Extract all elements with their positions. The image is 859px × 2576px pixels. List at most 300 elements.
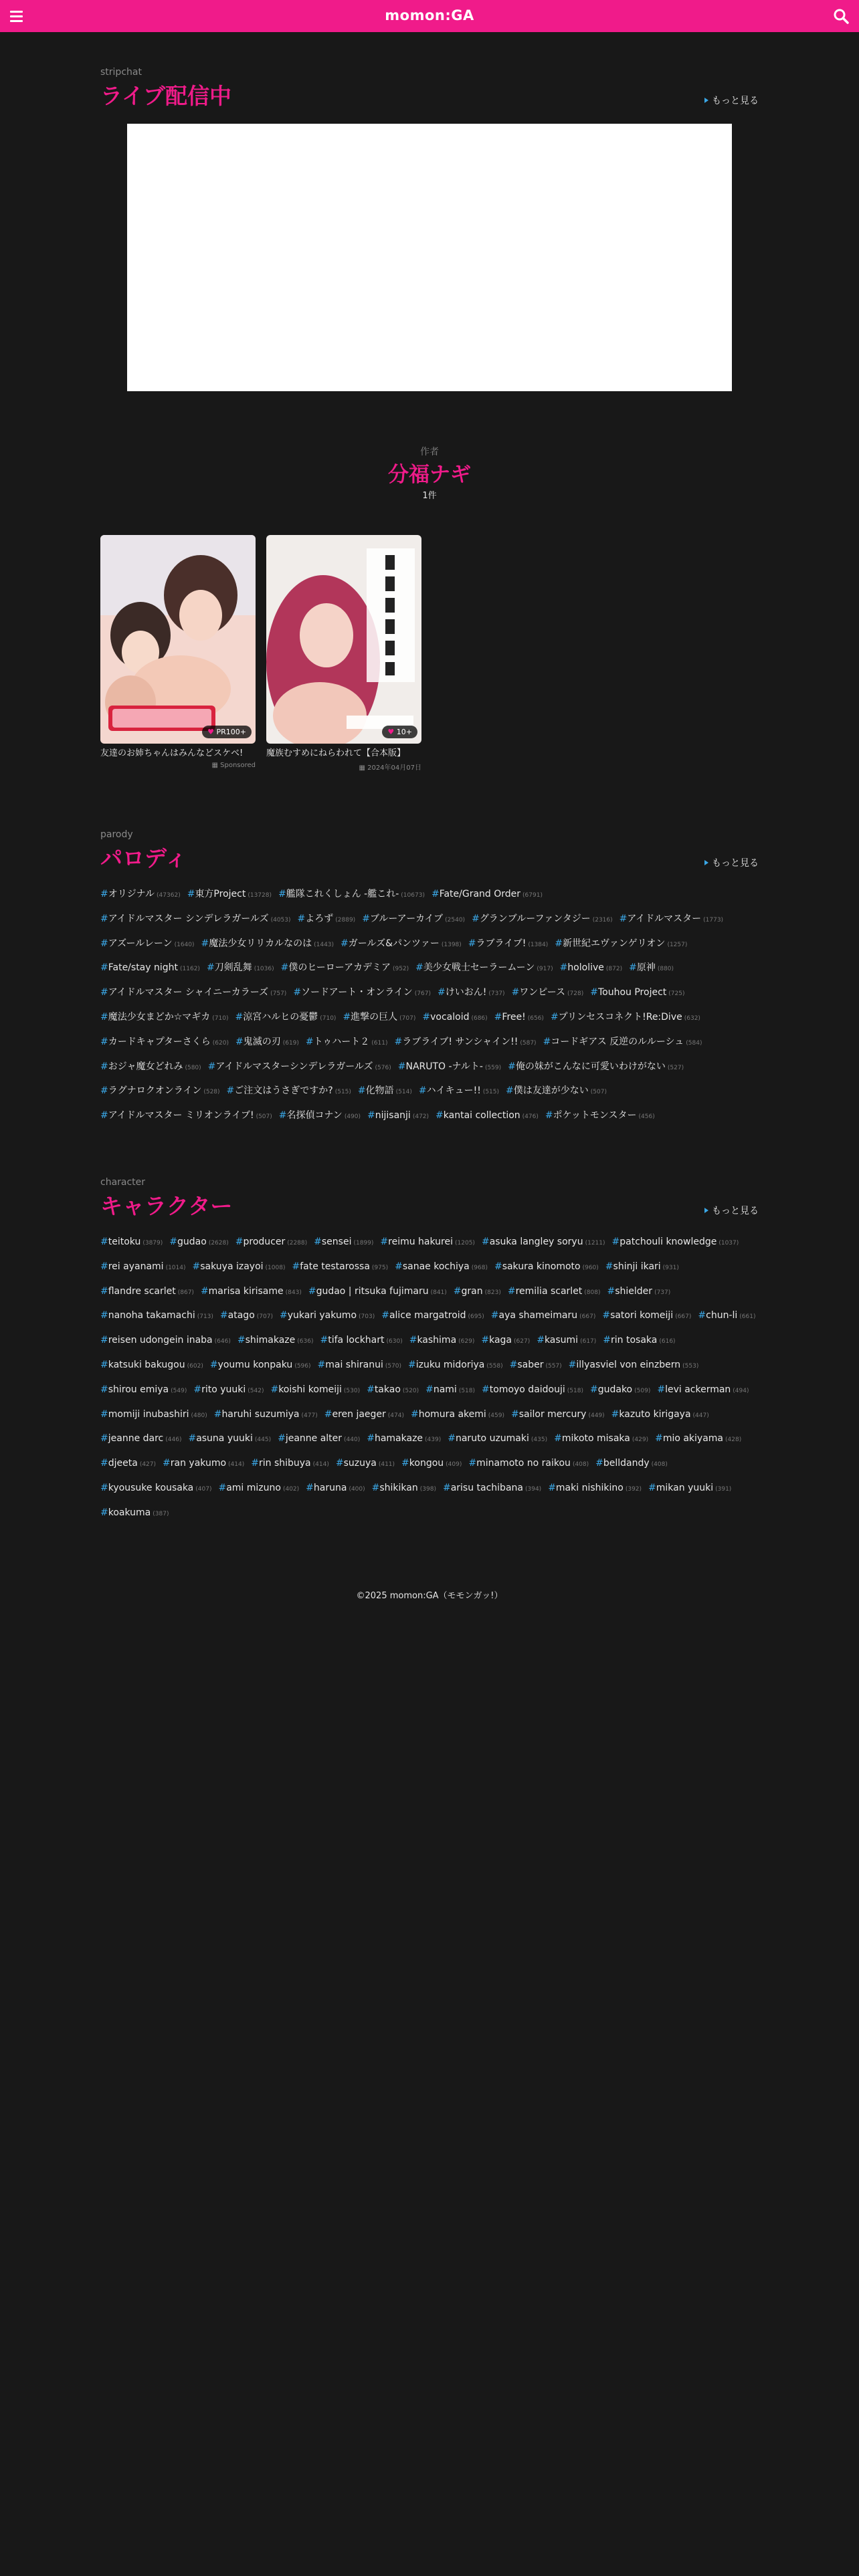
tag-link[interactable] — [619, 912, 723, 927]
hash-icon: # — [100, 1408, 108, 1420]
tag-name: shinji ikari — [613, 1261, 661, 1272]
tag-name: flandre scarlet — [108, 1285, 176, 1297]
tag-link[interactable] — [380, 1235, 475, 1250]
tag-link[interactable] — [100, 937, 195, 952]
hash-icon: # — [508, 1061, 516, 1072]
tag-link[interactable] — [548, 1481, 642, 1496]
tag-count: (47362) — [157, 892, 181, 899]
tag-link[interactable] — [367, 1432, 441, 1446]
work-card[interactable] — [100, 535, 256, 769]
tag-name: levi ackerman — [665, 1384, 731, 1395]
tag-link[interactable] — [401, 1457, 462, 1471]
hash-icon: # — [605, 1261, 613, 1272]
tag-link[interactable] — [193, 1260, 286, 1275]
hash-icon: # — [100, 1507, 108, 1518]
tag-link[interactable] — [560, 961, 623, 976]
tag-count: (2288) — [287, 1240, 308, 1247]
tag-link[interactable] — [443, 1481, 541, 1496]
tag-link[interactable] — [100, 887, 181, 902]
tag-name: アイドルマスター — [627, 913, 702, 924]
tag-count: (407) — [195, 1485, 212, 1493]
tag-link[interactable] — [100, 1432, 181, 1446]
tag-row — [100, 1235, 763, 1259]
tag-count: (629) — [458, 1338, 475, 1346]
tag-name: jeanne alter — [285, 1433, 343, 1444]
tag-name: shimakaze — [245, 1335, 296, 1346]
tag-link[interactable] — [280, 1309, 375, 1323]
tag-link[interactable] — [318, 1358, 402, 1373]
tag-link[interactable] — [314, 1235, 373, 1250]
hash-icon: # — [320, 1335, 328, 1346]
tag-name: 新世紀エヴァンゲリオン — [562, 938, 666, 949]
tag-name: プリンセスコネクト!Re:Dive — [558, 1011, 682, 1023]
tag-link[interactable] — [306, 1035, 388, 1050]
tag-link[interactable] — [100, 1109, 272, 1123]
live-more-link[interactable]: もっと見る — [704, 94, 759, 107]
tag-link[interactable] — [611, 1408, 709, 1422]
tag-link[interactable] — [320, 1333, 402, 1348]
tag-count: (843) — [285, 1289, 302, 1296]
tag-count: (867) — [177, 1289, 194, 1296]
tag-name: satori komeiji — [610, 1310, 674, 1321]
tag-name: グランブルーファンタジー — [479, 913, 591, 924]
tag-count: (620) — [212, 1039, 229, 1047]
tag-count: (507) — [590, 1089, 607, 1096]
tag-count: (661) — [739, 1313, 756, 1321]
footer-copyright: ©2025 momon:GA（モモンガッ!） — [356, 1591, 503, 1601]
tag-count: (1899) — [353, 1240, 374, 1247]
tag-link[interactable] — [169, 1235, 228, 1250]
tag-link[interactable] — [367, 1383, 419, 1398]
tag-name: トゥハート２ — [313, 1036, 370, 1047]
tag-link[interactable] — [468, 1457, 589, 1471]
tag-count: (514) — [395, 1089, 412, 1096]
hash-icon: # — [371, 1482, 380, 1493]
tag-link[interactable] — [341, 937, 462, 952]
tag-link[interactable] — [554, 1432, 648, 1446]
hash-icon: # — [270, 1384, 279, 1395]
tag-link[interactable] — [555, 937, 687, 952]
tag-name: vocaloid — [430, 1011, 470, 1023]
tag-name: takao — [374, 1384, 401, 1395]
tag-link[interactable] — [494, 1010, 544, 1025]
tag-link[interactable] — [193, 1383, 264, 1398]
tag-link[interactable] — [537, 1333, 596, 1348]
tag-count: (400) — [349, 1485, 365, 1493]
tag-row — [100, 1308, 763, 1333]
tag-link[interactable] — [482, 1383, 583, 1398]
tag-link[interactable] — [612, 1235, 739, 1250]
work-cover-image[interactable] — [266, 535, 421, 744]
hash-icon: # — [431, 889, 440, 899]
tag-link[interactable] — [100, 1309, 213, 1323]
tag-link[interactable] — [100, 1060, 201, 1075]
tag-name: kantai collection — [443, 1110, 520, 1121]
hash-icon: # — [193, 1384, 202, 1395]
tag-link[interactable] — [395, 1260, 488, 1275]
tag-name: alice margatroid — [389, 1310, 466, 1321]
tag-name: 魔法少女リリカルなのは — [209, 938, 312, 949]
tag-link[interactable] — [235, 1235, 307, 1250]
tag-count: (1036) — [254, 966, 274, 973]
tag-link[interactable] — [698, 1309, 755, 1323]
hash-icon: # — [100, 1335, 108, 1346]
tag-name: rei ayanami — [108, 1261, 164, 1272]
tag-link[interactable] — [336, 1457, 395, 1471]
tag-link[interactable] — [436, 1109, 539, 1123]
tag-count: (549) — [171, 1387, 187, 1394]
hash-icon: # — [100, 1237, 108, 1247]
tag-link[interactable] — [491, 1309, 596, 1323]
tag-link[interactable] — [100, 1010, 229, 1025]
tag-link[interactable] — [281, 961, 409, 976]
tag-count: (1037) — [719, 1240, 739, 1247]
tag-link[interactable] — [508, 1285, 601, 1299]
hash-icon: # — [554, 1433, 562, 1444]
tag-link[interactable] — [590, 1383, 650, 1398]
tag-count: (1640) — [174, 941, 195, 948]
tag-link[interactable] — [512, 986, 584, 1000]
tag-link[interactable] — [603, 1333, 675, 1348]
parody-section-title: パロディ — [100, 845, 187, 871]
tag-name: ran yakumo — [170, 1458, 227, 1469]
tag-row — [100, 1284, 763, 1309]
tag-row — [100, 960, 763, 985]
tag-count: (713) — [197, 1313, 213, 1321]
hash-icon: # — [324, 1408, 332, 1420]
tag-link[interactable] — [235, 1035, 299, 1050]
hash-icon: # — [226, 1085, 235, 1097]
tag-link[interactable] — [448, 1432, 547, 1446]
tag-name: aya shameimaru — [498, 1310, 578, 1321]
tag-link[interactable] — [422, 1010, 487, 1025]
tag-link[interactable] — [201, 1285, 302, 1299]
hash-icon: # — [279, 1310, 288, 1321]
tag-link[interactable] — [607, 1285, 671, 1299]
tag-link[interactable] — [227, 1084, 351, 1099]
tag-link[interactable] — [188, 1432, 271, 1446]
tag-link[interactable] — [100, 1285, 194, 1299]
tag-name: sakura kinomoto — [502, 1261, 581, 1272]
tag-count: (391) — [715, 1485, 732, 1493]
tag-link[interactable] — [324, 1408, 404, 1422]
tag-row — [100, 1333, 763, 1358]
tag-name: youmu konpaku — [217, 1359, 293, 1370]
hash-icon: # — [380, 1237, 389, 1247]
tag-link[interactable] — [279, 1109, 361, 1123]
tag-count: (490) — [344, 1113, 361, 1121]
tag-link[interactable] — [214, 1408, 318, 1422]
hash-icon: # — [280, 962, 289, 974]
tag-name: sakuya izayoi — [200, 1261, 264, 1272]
tag-link[interactable] — [438, 986, 505, 1000]
tag-link[interactable] — [648, 1481, 731, 1496]
tag-count: (414) — [312, 1461, 329, 1469]
hash-icon: # — [100, 913, 108, 924]
hash-icon: # — [629, 962, 637, 974]
tag-name: ポケットモンスター — [553, 1110, 637, 1121]
tag-count: (975) — [371, 1264, 389, 1271]
hash-icon: # — [100, 1482, 108, 1493]
hash-icon: # — [293, 987, 302, 998]
tag-count: (917) — [537, 966, 553, 973]
hash-icon: # — [698, 1310, 706, 1321]
hash-icon: # — [163, 1458, 171, 1469]
hash-icon: # — [568, 1359, 577, 1370]
tag-count: (435) — [531, 1436, 548, 1444]
hash-icon: # — [317, 1359, 326, 1370]
tag-name: けいおん! — [445, 987, 487, 998]
tag-link[interactable] — [629, 961, 674, 976]
tag-link[interactable] — [595, 1457, 668, 1471]
tag-name: shielder — [615, 1285, 653, 1297]
tag-count: (474) — [387, 1412, 404, 1419]
tag-name: asuka langley soryu — [489, 1237, 583, 1247]
tag-link[interactable] — [425, 1383, 475, 1398]
hash-icon: # — [278, 889, 286, 899]
tag-link[interactable] — [408, 1358, 503, 1373]
tag-row — [100, 1407, 763, 1432]
tag-link[interactable] — [220, 1309, 273, 1323]
tag-link[interactable] — [481, 1333, 530, 1348]
hash-icon: # — [200, 1285, 209, 1297]
tag-link[interactable] — [100, 1481, 211, 1496]
tag-name: reisen udongein inaba — [108, 1335, 213, 1346]
tag-count: (480) — [191, 1412, 207, 1419]
hash-icon: # — [308, 1285, 316, 1297]
tag-count: (619) — [282, 1039, 299, 1047]
tag-name: rin tosaka — [611, 1335, 658, 1346]
tag-name: コードギアス 反逆のルルーシュ — [551, 1036, 684, 1047]
tag-link[interactable] — [218, 1481, 299, 1496]
tag-count: (527) — [667, 1064, 684, 1071]
tag-count: (570) — [385, 1362, 402, 1370]
tag-link[interactable] — [210, 1358, 311, 1373]
tag-count: (392) — [625, 1485, 642, 1493]
tag-link[interactable] — [237, 1333, 314, 1348]
tag-name: よろず — [305, 913, 334, 924]
hash-icon: # — [357, 1085, 366, 1097]
tag-link[interactable] — [511, 1408, 605, 1422]
tag-count: (587) — [520, 1039, 537, 1047]
work-card[interactable] — [266, 535, 421, 772]
tag-link[interactable] — [235, 1010, 337, 1025]
tag-link[interactable] — [187, 887, 272, 902]
tag-link[interactable] — [602, 1309, 691, 1323]
hash-icon: # — [305, 1036, 314, 1047]
tag-link[interactable] — [100, 1457, 156, 1471]
tag-link[interactable] — [468, 937, 548, 952]
live-stream-embed[interactable] — [127, 124, 732, 391]
tag-count: (707) — [399, 1014, 416, 1022]
tag-link[interactable] — [207, 961, 274, 976]
hash-icon: # — [219, 1310, 228, 1321]
tag-link[interactable] — [409, 1333, 475, 1348]
tag-link[interactable] — [100, 986, 286, 1000]
tag-name: rito yuuki — [201, 1384, 246, 1395]
tag-link[interactable] — [494, 1260, 599, 1275]
tag-name: atago — [227, 1310, 255, 1321]
tag-count: (409) — [446, 1461, 462, 1469]
hash-icon: # — [367, 1433, 375, 1444]
character-tag-list — [100, 1235, 763, 1530]
work-title[interactable]: 魔族むすめにねらわれて【合本版】 — [266, 748, 406, 758]
tag-count: (439) — [425, 1436, 442, 1444]
tag-link[interactable] — [472, 912, 613, 927]
tag-link[interactable] — [100, 912, 291, 927]
tag-link[interactable] — [100, 1383, 187, 1398]
tag-link[interactable] — [251, 1457, 329, 1471]
hash-icon: # — [595, 1458, 603, 1469]
tag-count: (880) — [657, 966, 674, 973]
tag-name: suzuya — [343, 1458, 377, 1469]
tag-link[interactable] — [100, 1235, 163, 1250]
tag-link[interactable] — [278, 1432, 360, 1446]
tag-count: (686) — [471, 1014, 488, 1022]
tag-name: カードキャプターさくら — [108, 1036, 211, 1047]
tag-count: (596) — [294, 1362, 311, 1370]
tag-link[interactable] — [306, 1481, 365, 1496]
tag-name: shirou emiya — [108, 1384, 169, 1395]
hash-icon: # — [481, 1335, 490, 1346]
author-name: 分福ナギ — [388, 463, 471, 487]
tag-link[interactable] — [419, 1084, 499, 1099]
tag-link[interactable] — [551, 1010, 700, 1025]
tag-name: tomoyo daidouji — [489, 1384, 565, 1395]
tag-link[interactable] — [395, 1035, 537, 1050]
character-section-title: キャラクター — [100, 1193, 233, 1219]
tag-link[interactable] — [398, 1060, 501, 1075]
tag-link[interactable] — [343, 1010, 415, 1025]
hash-icon: # — [314, 1237, 322, 1247]
hash-icon: # — [548, 1482, 556, 1493]
tag-count: (656) — [527, 1014, 544, 1022]
tag-name: jeanne darc — [108, 1433, 164, 1444]
tag-name: 刀剣乱舞 — [214, 962, 252, 974]
tag-link[interactable] — [100, 961, 200, 976]
tag-link[interactable] — [367, 1109, 429, 1123]
tag-link[interactable] — [358, 1084, 412, 1099]
tag-count: (520) — [402, 1387, 419, 1394]
tag-link[interactable] — [298, 912, 356, 927]
tag-link[interactable] — [372, 1481, 436, 1496]
parody-more-link[interactable]: もっと見る — [704, 856, 759, 869]
tag-link[interactable] — [545, 1109, 655, 1123]
hash-icon: # — [292, 1261, 300, 1272]
tag-link[interactable] — [308, 1285, 447, 1299]
tag-link[interactable] — [482, 1235, 605, 1250]
tag-count: (394) — [524, 1485, 542, 1493]
hash-icon: # — [411, 1408, 419, 1420]
hash-icon: # — [100, 938, 108, 949]
tag-link[interactable] — [655, 1432, 741, 1446]
hash-icon: # — [550, 1011, 559, 1023]
tag-count: (411) — [378, 1461, 395, 1469]
tag-link[interactable] — [100, 1408, 207, 1422]
tag-name: 進撃の巨人 — [351, 1011, 398, 1023]
tag-row — [100, 1358, 763, 1382]
tag-count: (445) — [254, 1436, 272, 1444]
tag-count: (580) — [185, 1064, 201, 1071]
tag-link[interactable] — [411, 1408, 504, 1422]
tag-link[interactable] — [278, 887, 425, 902]
tag-name: asuna yuuki — [196, 1433, 253, 1444]
tag-link[interactable] — [100, 1260, 186, 1275]
tag-count: (576) — [375, 1064, 391, 1071]
work-cover-image[interactable] — [100, 535, 256, 744]
tag-link[interactable] — [100, 1035, 229, 1050]
hash-icon: # — [509, 1359, 518, 1370]
search-icon[interactable] — [832, 7, 850, 25]
tag-link[interactable] — [508, 1060, 684, 1075]
hash-icon: # — [209, 1359, 218, 1370]
tag-link[interactable] — [506, 1084, 607, 1099]
tag-link[interactable] — [100, 1333, 231, 1348]
tag-link[interactable] — [293, 986, 431, 1000]
tag-link[interactable] — [163, 1457, 244, 1471]
hash-icon: # — [655, 1433, 663, 1444]
tag-count: (3879) — [142, 1240, 163, 1247]
tag-link[interactable] — [208, 1060, 391, 1075]
work-title[interactable]: 友達のお姉ちゃんはみんなどスケベ! — [100, 748, 244, 758]
tag-name: 原神 — [636, 962, 656, 974]
tag-link[interactable] — [100, 1084, 220, 1099]
tag-count: (707) — [256, 1313, 273, 1321]
tag-link[interactable] — [569, 1358, 699, 1373]
tag-name: NARUTO -ナルト- — [405, 1061, 483, 1072]
tag-link[interactable] — [605, 1260, 679, 1275]
tag-link[interactable] — [590, 986, 684, 1000]
tag-link[interactable] — [201, 937, 335, 952]
tag-link[interactable] — [415, 961, 553, 976]
tag-count: (449) — [588, 1412, 605, 1419]
tag-link[interactable] — [543, 1035, 702, 1050]
tag-name: Free! — [502, 1011, 526, 1023]
tag-name: Fate/stay night — [108, 962, 179, 974]
tag-count: (584) — [686, 1039, 702, 1047]
tag-link[interactable] — [362, 912, 465, 927]
tag-count: (408) — [651, 1461, 668, 1469]
tag-name: hamakaze — [374, 1433, 423, 1444]
tag-link[interactable] — [381, 1309, 484, 1323]
tag-count: (447) — [692, 1412, 709, 1419]
hash-icon: # — [192, 1261, 201, 1272]
tag-name: reimu hakurei — [388, 1237, 454, 1247]
hash-icon: # — [537, 1335, 545, 1346]
hash-icon: # — [100, 1011, 108, 1023]
tag-link[interactable] — [270, 1383, 360, 1398]
tag-link[interactable] — [292, 1260, 388, 1275]
hash-icon: # — [468, 1458, 477, 1469]
character-more-link[interactable]: もっと見る — [704, 1204, 759, 1217]
character-section-label: character — [100, 1177, 146, 1188]
site-logo[interactable]: momon:GA — [385, 7, 474, 23]
tag-link[interactable] — [510, 1358, 562, 1373]
tag-count: (2628) — [208, 1240, 229, 1247]
tag-count: (636) — [297, 1338, 314, 1346]
tag-link[interactable] — [100, 1506, 169, 1521]
hash-icon: # — [511, 1408, 519, 1420]
tag-link[interactable] — [432, 887, 543, 902]
tag-link[interactable] — [657, 1383, 749, 1398]
hash-icon: # — [362, 913, 370, 924]
tag-name: gudako — [597, 1384, 633, 1395]
tag-link[interactable] — [454, 1285, 501, 1299]
hash-icon: # — [611, 1237, 620, 1247]
tag-link[interactable] — [100, 1358, 203, 1373]
tag-name: Fate/Grand Order — [439, 889, 521, 899]
tag-count: (1257) — [667, 941, 688, 948]
